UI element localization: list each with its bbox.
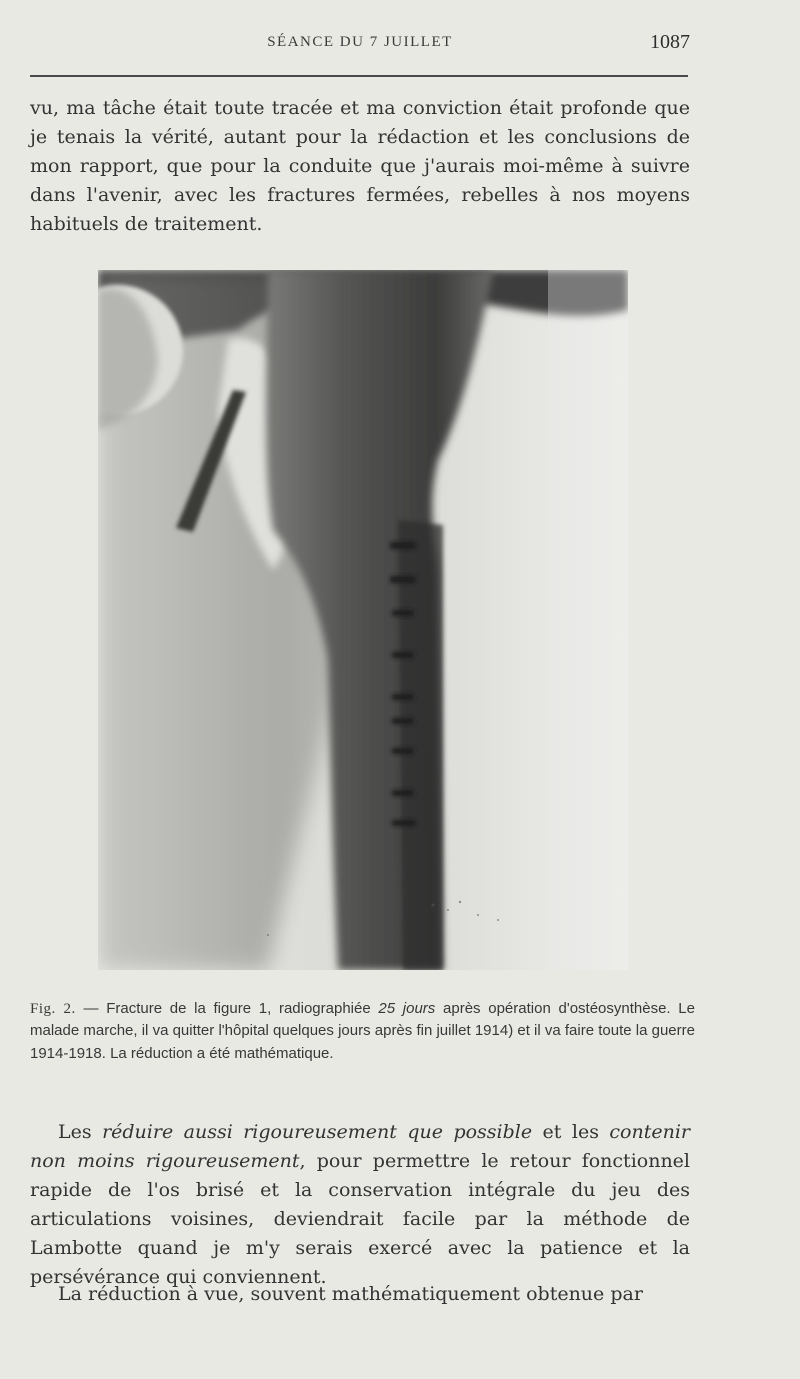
header-rule [30,75,688,77]
caption-label: Fig. 2. [30,1001,76,1017]
radiograph-figure [98,270,628,970]
paragraph-2-italic-1: réduire aussi rigoureusement que possible [102,1121,533,1143]
running-head: SÉANCE DU 7 JUILLET [267,34,453,50]
caption-text-b: après opération d'ostéosynthèse. Le malade marche, il va quitter l'hôpital quelques jours après fin juillet 1914) et il va faire toute la guerre 1914-1918. La réduction a été mathématique. [30,1000,695,1062]
caption-italic: 25 jours [378,1000,436,1017]
page-header [30,31,690,64]
paragraph-2 [30,1118,690,1292]
paragraph-3: La réduction à vue, souvent mathématiquement obtenue par [58,1283,643,1305]
caption-text-a: — Fracture de la figure 1, radiographiée [75,1000,379,1017]
paragraph-2-part-3: , pour permettre le retour fonctionnel rapide de l'os brisé et la conservation intégrale du jeu des articulations voisines, deviendrait facile par la méthode de Lambotte quand je m'y serais exercé avec la patience et la persévérance qui conviennent. [30,1150,691,1288]
radiograph-image [98,270,628,970]
paragraph-2-part-1: Les [58,1121,103,1143]
figure-caption [30,998,695,1065]
paragraph-1: vu, ma tâche était toute tracée et ma conviction était profonde que je tenais la vérité, autant pour la rédaction et les conclusions de mon rapport, que pour la conduite que j'aurais moi-même à suivre dans l'avenir, avec les fractures fermées, rebelles à nos moyens habituels de traitement. [30,97,690,235]
paragraph-2-part-2: et les [532,1121,610,1143]
paragraph-2-italic-2: contenir non moins rigoureusement [30,1121,690,1172]
page-number: 1087 [650,31,690,53]
